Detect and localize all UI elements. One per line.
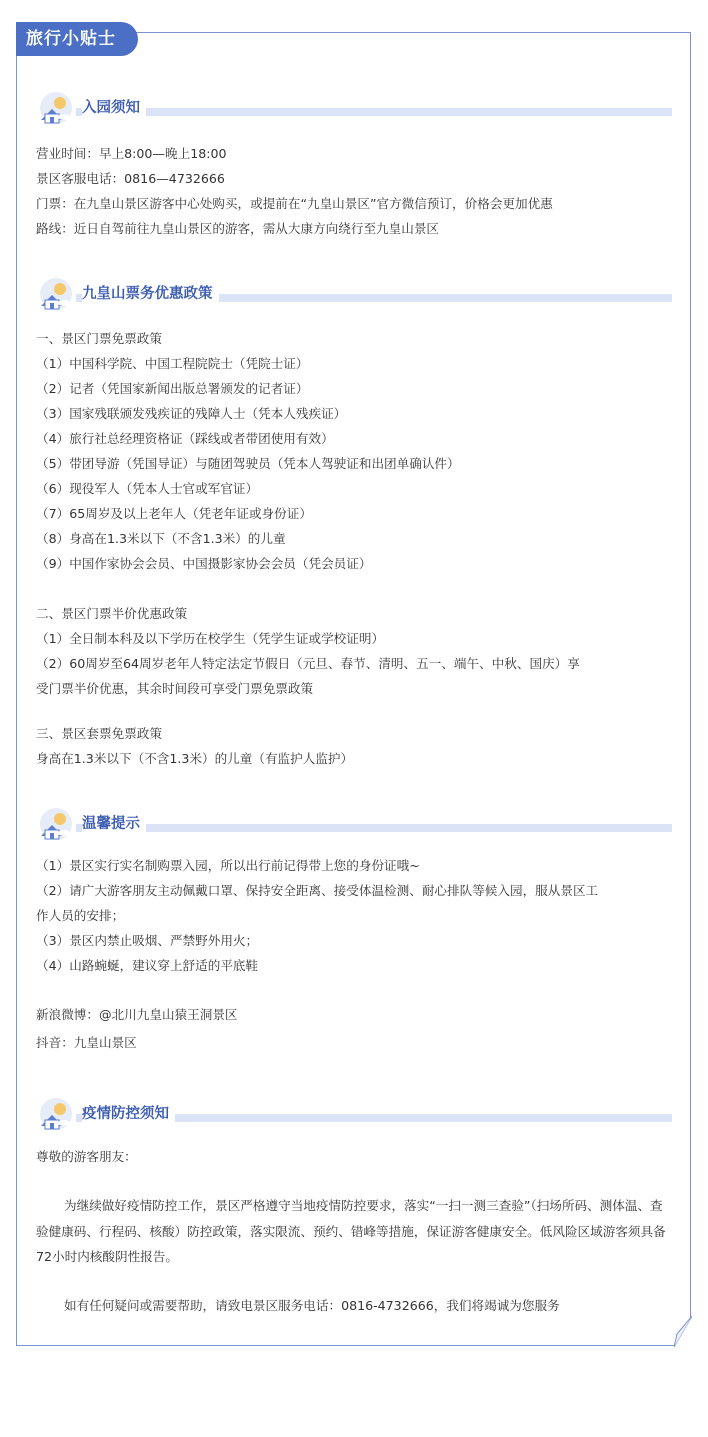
house-cloud-icon (36, 90, 72, 126)
route-info: 路线：近日自驾前往九皇山景区的游客，需从大康方向绕行至九皇山景区 (36, 221, 439, 236)
tips-list (36, 853, 672, 978)
house-cloud-icon (36, 276, 72, 312)
douyin-account: 抖音：九皇山景区 (36, 1035, 137, 1050)
half-price-policy (36, 601, 672, 701)
policy-item: （3）国家残联颁发残疾证的残障人士（凭本人残疾证） (36, 406, 347, 421)
contact-paragraph: 如有任何疑问或需要帮助，请致电景区服务电话：0816-4732666，我们将竭诚为您服务 (64, 1298, 560, 1313)
greeting-text: 尊敬的游客朋友： (36, 1149, 137, 1164)
section-title: 疫情防控须知 (82, 1102, 175, 1123)
policy-heading: 一、景区门票免票政策 (36, 331, 162, 346)
policy-item: （2）60周岁至64周岁老年人特定法定节假日（元旦、春节、清明、五一、端午、中秋、国庆）享 (36, 656, 580, 671)
greeting (36, 1144, 672, 1169)
section-underline (76, 108, 672, 116)
tip-item: （2）请广大游客朋友主动佩戴口罩、保持安全距离、接受体温检测、耐心排队等候入园，服从景区工 (36, 883, 599, 898)
policy-item: （1）中国科学院、中国工程院院士（凭院士证） (36, 356, 309, 371)
section-header-epidemic (36, 1096, 672, 1132)
weibo-account: 新浪微博：@北川九皇山猿王洞景区 (36, 1007, 238, 1022)
package-policy (36, 721, 672, 771)
tip-item: （1）景区实行实名制购票入园，所以出行前记得带上您的身份证哦~ (36, 858, 420, 873)
section-title: 温馨提示 (82, 812, 146, 833)
policy-item: （2）记者（凭国家新闻出版总署颁发的记者证） (36, 381, 309, 396)
section-underline (76, 824, 672, 832)
policy-item: （6）现役军人（凭本人士官或军官证） (36, 481, 259, 496)
policy-item: （1）全日制本科及以下学历在校学生（凭学生证或学校证明） (36, 631, 385, 646)
page-fold-corner (674, 1316, 692, 1347)
section-header-tips (36, 806, 672, 842)
page-title-tab: 旅行小贴士 (16, 22, 138, 56)
section-title: 入园须知 (82, 96, 146, 117)
policy-item: 受门票半价优惠，其余时间段可享受门票免票政策 (36, 681, 314, 696)
ticket-info: 门票：在九皇山景区游客中心处购买，或提前在“九皇山景区”官方微信预订，价格会更加优惠 (36, 196, 553, 211)
tip-item: 作人员的安排； (36, 908, 125, 923)
business-hours: 营业时间：早上8:00—晚上18:00 (36, 146, 227, 161)
epidemic-paragraph: 为继续做好疫情防控工作，景区严格遵守当地疫情防控要求，落实“一扫一测三查验”（扫场所码、测体温、查验健康码、行程码、核酸）防控政策，落实限流、预约、错峰等措施，保证游客健康安全。低风险区域游客须具备72小时内核酸阴性报告。 (36, 1198, 666, 1264)
house-cloud-icon (36, 806, 72, 842)
policy-item: 身高在1.3米以下（不含1.3米）的儿童（有监护人监护） (36, 751, 354, 766)
policy-item: （9）中国作家协会会员、中国摄影家协会会员（凭会员证） (36, 556, 372, 571)
service-phone: 景区客服电话：0816—4732666 (36, 171, 225, 186)
policy-item: （7）65周岁及以上老年人（凭老年证或身份证） (36, 506, 312, 521)
section-title: 九皇山票务优惠政策 (82, 282, 219, 303)
policy-item: （4）旅行社总经理资格证（踩线或者带团使用有效） (36, 431, 334, 446)
free-ticket-policy (36, 326, 672, 576)
section-header-admission (36, 90, 672, 126)
policy-heading: 三、景区套票免票政策 (36, 726, 162, 741)
tip-item: （3）景区内禁止吸烟、严禁野外用火； (36, 933, 259, 948)
policy-heading: 二、景区门票半价优惠政策 (36, 606, 188, 621)
policy-item: （5）带团导游（凭国导证）与随团驾驶员（凭本人驾驶证和出团单确认件） (36, 456, 460, 471)
social-accounts (36, 1002, 672, 1055)
section-header-ticket-policy (36, 276, 672, 312)
house-cloud-icon (36, 1096, 72, 1132)
admission-info (36, 141, 672, 241)
policy-item: （8）身高在1.3米以下（不含1.3米）的儿童 (36, 531, 286, 546)
tip-item: （4）山路蜿蜒，建议穿上舒适的平底鞋 (36, 958, 259, 973)
